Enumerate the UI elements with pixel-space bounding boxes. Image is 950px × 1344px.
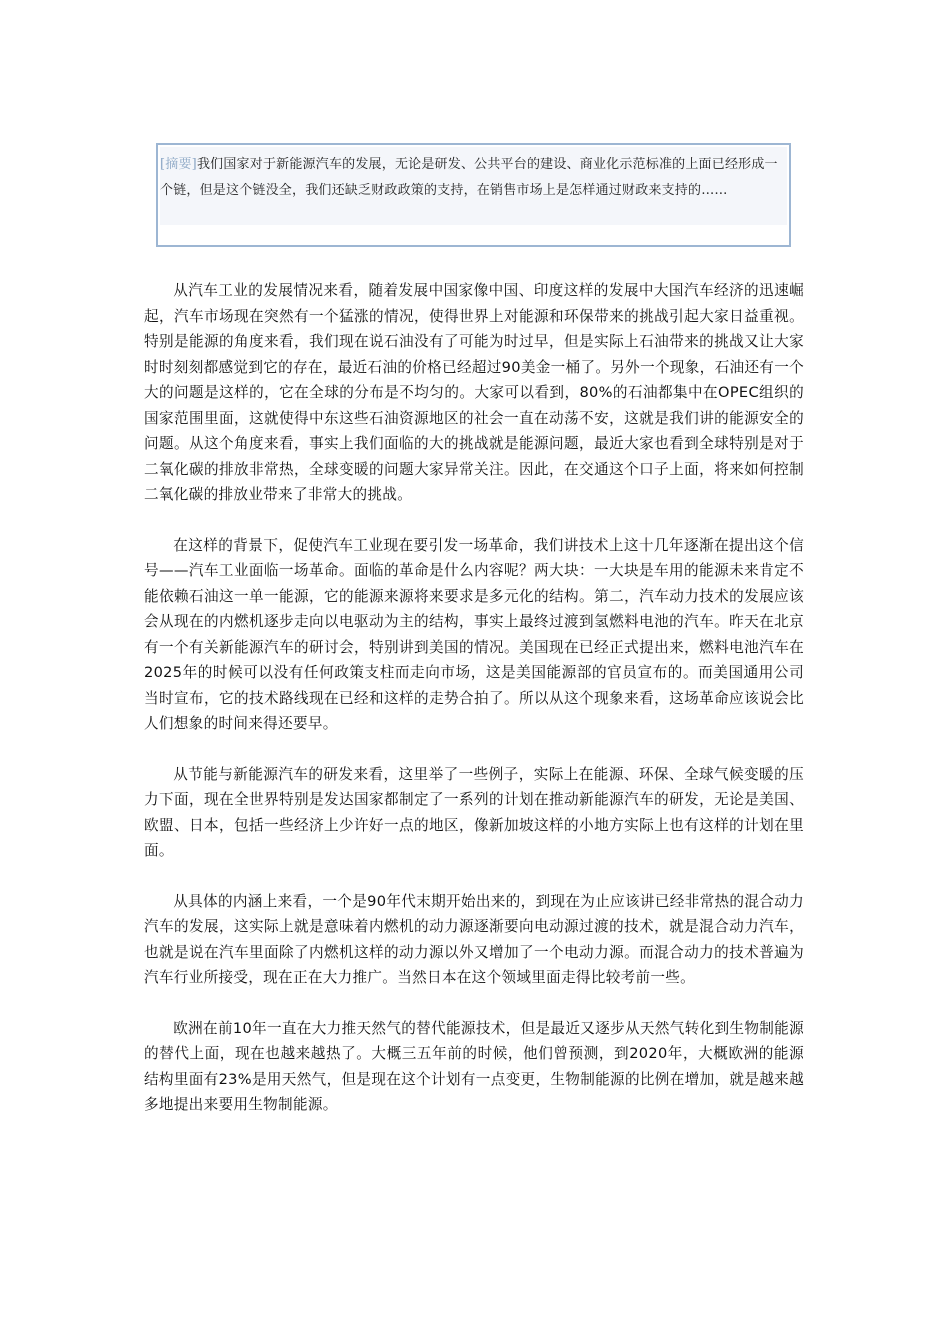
abstract-inner [160,147,787,225]
paragraph-1: 从汽车工业的发展情况来看，随着发展中国家像中国、印度这样的发展中大国汽车经济的迅速崛起，汽车市场现在突然有一个猛涨的情况，使得世界上对能源和环保带来的挑战引起大家日益重视。特别是能源的角度来看，我们现在说石油没有了可能为时过早，但是实际上石油带来的挑战又让大家时时刻刻都感觉到它的存在，最近石油的价格已经超过90美金一桶了。另外一个现象，石油还有一个大的问题是这样的，它在全球的分布是不均匀的。大家可以看到，80%的石油都集中在OPEC组织的国家范围里面，这就使得中东这些石油资源地区的社会一直在动荡不安，这就是我们讲的能源安全的问题。从这个角度来看，事实上我们面临的大的挑战就是能源问题，最近大家也看到全球特别是对于二氧化碳的排放非常热，全球变暖的问题大家异常关注。因此，在交通这个口子上面，将来如何控制二氧化碳的排放业带来了非常大的挑战。 [144,282,804,503]
article-body [144,278,804,1143]
paragraph-2: 在这样的背景下，促使汽车工业现在要引发一场革命，我们讲技术上这十几年逐渐在提出这个信号——汽车工业面临一场革命。面临的革命是什么内容呢？两大块：一大块是车用的能源未来肯定不能依赖石油这一单一能源，它的能源来源将来要求是多元化的结构。第二，汽车动力技术的发展应该会从现在的内燃机逐步走向以电驱动为主的结构，事实上最终过渡到氢燃料电池的汽车。昨天在北京有一个有关新能源汽车的研讨会，特别讲到美国的情况。美国现在已经正式提出来，燃料电池汽车在2025年的时候可以没有任何政策支柱而走向市场，这是美国能源部的官员宣布的。而美国通用公司当时宣布，它的技术路线现在已经和这样的走势合拍了。所以从这个现象来看，这场革命应该说会比人们想象的时间来得还要早。 [144,536,804,732]
abstract-tag: [摘要] [160,157,197,172]
paragraph-5: 欧洲在前10年一直在大力推天然气的替代能源技术，但是最近又逐步从天然气转化到生物制能源的替代上面，现在也越来越热了。大概三五年前的时候，他们曾预测，到2020年，大概欧洲的能源结构里面有23%是用天然气，但是现在这个计划有一点变更，生物制能源的比例在增加，就是越来越多地提出来要用生物制能源。 [144,1019,804,1113]
paragraph-4: 从具体的内涵上来看，一个是90年代末期开始出来的，到现在为止应该讲已经非常热的混合动力汽车的发展，这实际上就是意味着内燃机的动力源逐渐要向电动源过渡的技术，就是混合动力汽车，也就是说在汽车里面除了内燃机这样的动力源以外又增加了一个电动力源。而混合动力的技术普遍为汽车行业所接受，现在正在大力推广。当然日本在这个领域里面走得比较考前一些。 [144,892,804,986]
abstract-body: 我们国家对于新能源汽车的发展，无论是研发、公共平台的建设、商业化示范标准的上面已经形成一个链，但是这个链没全，我们还缺乏财政政策的支持，在销售市场上是怎样通过财政来支持的…… [160,157,778,198]
abstract-box [156,143,791,247]
paragraph-3: 从节能与新能源汽车的研发来看，这里举了一些例子，实际上在能源、环保、全球气候变暖的压力下面，现在全世界特别是发达国家都制定了一系列的计划在推动新能源汽车的研发，无论是美国、欧盟、日本，包括一些经济上少许好一点的地区，像新加坡这样的小地方实际上也有这样的计划在里面。 [144,765,804,859]
abstract-text [160,152,785,204]
